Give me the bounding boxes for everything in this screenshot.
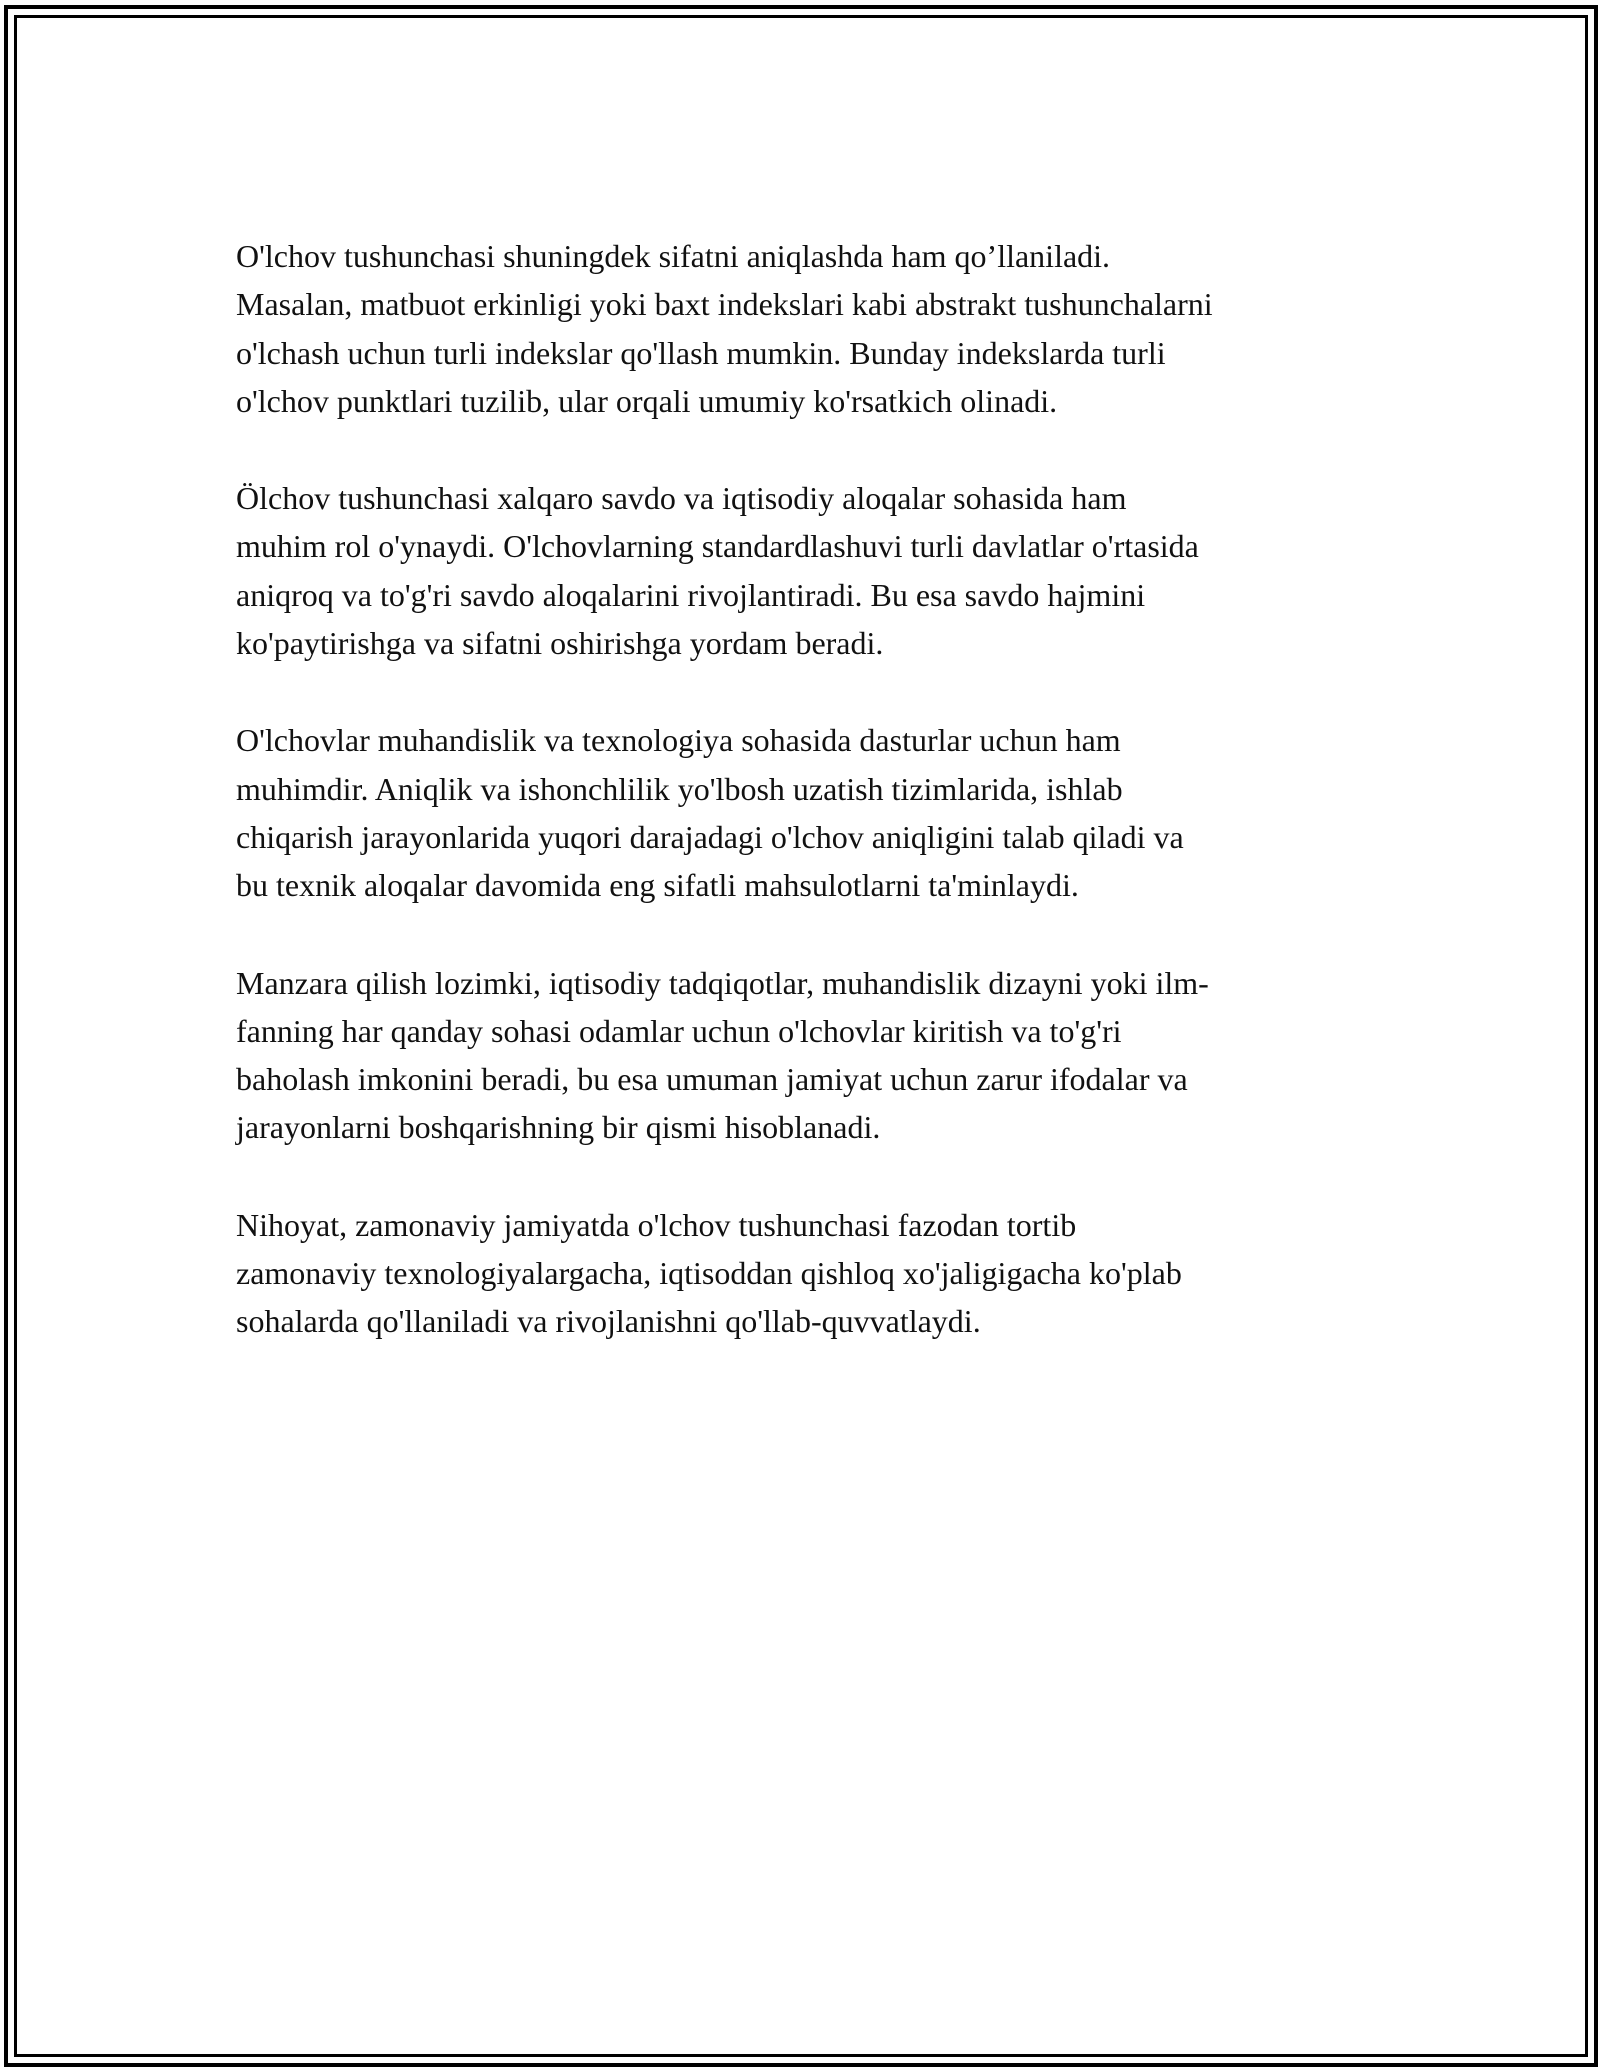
document-body [236, 232, 1386, 1395]
text-line: muhimdir. Aniqlik va ishonchlilik yo'lbosh uzatish tizimlarida, ishlab [236, 770, 1123, 807]
text-line: sohalarda qo'llaniladi va rivojlanishni qo'llab-quvvatlaydi. [236, 1303, 981, 1340]
text-line: O'lchovlar muhandislik va texnologiya sohasida dasturlar uchun ham [236, 722, 1121, 759]
text-line: baholash imkonini beradi, bu esa umuman jamiyat uchun zarur ifodalar va [236, 1061, 1188, 1098]
text-line: fanning har qanday sohasi odamlar uchun o'lchovlar kiritish va to'g'ri [236, 1012, 1122, 1049]
text-line: Masalan, matbuot erkinligi yoki baxt indekslari kabi abstrakt tushunchalarni [236, 286, 1213, 323]
paragraph-3 [236, 716, 1386, 909]
text-line: aniqroq va to'g'ri savdo aloqalarini rivojlantiradi. Bu esa savdo hajmini [236, 576, 1146, 613]
text-line: Manzara qilish lozimki, iqtisodiy tadqiqotlar, muhandislik dizayni yoki ilm- [236, 964, 1209, 1001]
text-line: bu texnik aloqalar davomida eng sifatli mahsulotlarni ta'minlaydi. [236, 867, 1079, 904]
text-line: jarayonlarni boshqarishning bir qismi hisoblanadi. [236, 1109, 881, 1146]
text-line: O'lchov tushunchasi shuningdek sifatni aniqlashda ham qo’llaniladi. [236, 238, 1111, 274]
text-line: o'lchov punktlari tuzilib, ular orqali umumiy ko'rsatkich olinadi. [236, 382, 1058, 419]
text-line: muhim rol o'ynaydi. O'lchovlarning standardlashuvi turli davlatlar o'rtasida [236, 528, 1199, 565]
text-line: o'lchash uchun turli indekslar qo'llash mumkin. Bunday indekslarda turli [236, 334, 1166, 371]
text-line: ko'paytirishga va sifatni oshirishga yordam beradi. [236, 625, 884, 662]
text-line: chiqarish jarayonlarida yuqori darajadagi o'lchov aniqligini talab qiladi va [236, 818, 1184, 855]
paragraph-1 [236, 232, 1386, 425]
paragraph-4 [236, 959, 1386, 1152]
paragraph-5 [236, 1201, 1386, 1346]
text-line: Nihoyat, zamonaviy jamiyatda o'lchov tushunchasi fazodan tortib [236, 1206, 1077, 1243]
paragraph-2 [236, 474, 1386, 667]
text-line: Ölchov tushunchasi xalqaro savdo va iqtisodiy aloqalar sohasida ham [236, 480, 1127, 517]
text-line: zamonaviy texnologiyalargacha, iqtisoddan qishloq xo'jaligigacha ko'plab [236, 1255, 1182, 1292]
